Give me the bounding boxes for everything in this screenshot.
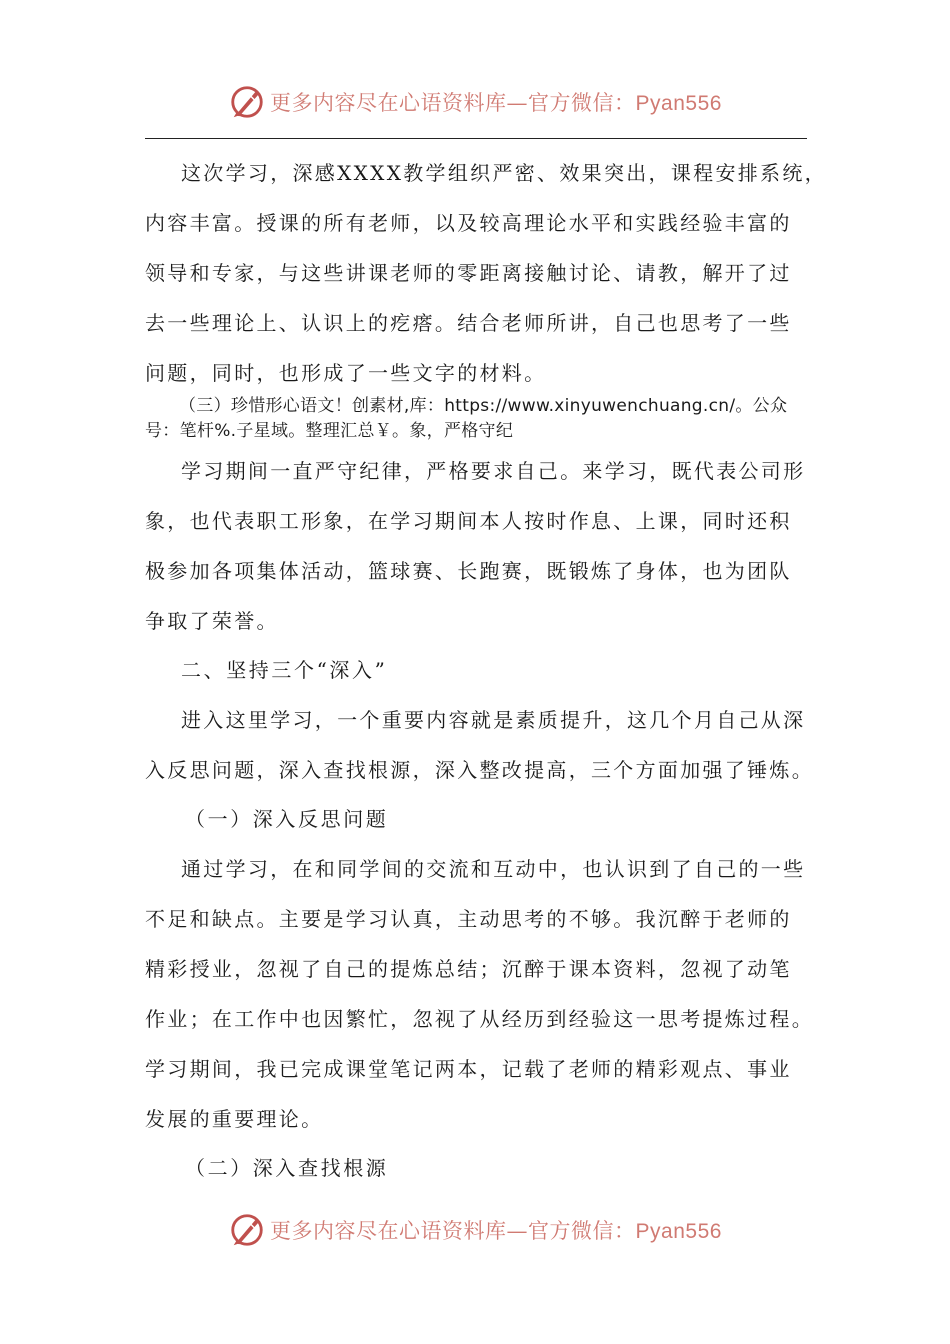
text-line: 发展的重要理论。: [145, 1107, 324, 1131]
header-divider: [145, 138, 807, 139]
banner-text: 更多内容尽在心语资料库—官方微信：: [270, 1219, 636, 1243]
text-line: 学习期间一直严守纪律，严格要求自己。来学习，既代表公司形: [181, 459, 806, 483]
footer-banner: [0, 1208, 950, 1252]
text-line: 作业；在工作中也因繁忙，忽视了从经历到经验这一思考提炼过程。: [145, 1007, 814, 1031]
text-line: 精彩授业，忽视了自己的提炼总结；沉醉于课本资料，忽视了动笔: [145, 957, 792, 981]
text-line: 学习期间，我已完成课堂笔记两本，记载了老师的精彩观点、事业: [145, 1057, 792, 1081]
subheading-reflect: [145, 794, 810, 844]
banner-wechat-id: Pyan556: [635, 92, 722, 115]
section-heading-three-deep: [145, 645, 810, 695]
text-line: 去一些理论上、认识上的疙瘩。结合老师所讲，自己也思考了一些: [145, 311, 792, 335]
paragraph-reflection: [145, 844, 814, 1144]
text-line: 这次学习，深感XXXX教学组织严密、效果突出，课程安排系统，: [181, 161, 827, 185]
paragraph-discipline: [145, 446, 810, 646]
text-line: （三）珍惜形心语文！创素材,库：https://www.xinyuwenchuang.cn/。公众: [179, 396, 788, 416]
text-line: 领导和专家，与这些讲课老师的零距离接触讨论、请教，解开了过: [145, 261, 792, 285]
banner-text: 更多内容尽在心语资料库—官方微信：: [270, 91, 636, 115]
text-line: 不足和缺点。主要是学习认真，主动思考的不够。我沉醉于老师的: [145, 907, 792, 931]
paragraph-quality-improvement: [145, 695, 814, 795]
text-line: 通过学习，在和同学间的交流和互动中，也认识到了自己的一些: [181, 857, 806, 881]
text-line: 争取了荣誉。: [145, 609, 279, 633]
text-line: 入反思问题，深入查找根源，深入整改提高，三个方面加强了锤炼。: [145, 758, 814, 782]
banner-wechat-id: Pyan556: [635, 1220, 722, 1243]
paragraph-study-summary: [145, 148, 827, 398]
text-line: 极参加各项集体活动，篮球赛、长跑赛，既锻炼了身体，也为团队: [145, 559, 792, 583]
heading-text: 二、坚持三个“深入”: [181, 658, 388, 682]
subheading-find-roots: [145, 1143, 810, 1193]
text-line: 问题，同时，也形成了一些文字的材料。: [145, 361, 547, 385]
text-line: 进入这里学习，一个重要内容就是素质提升，这几个月自己从深: [181, 708, 806, 732]
heading-text: （一）深入反思问题: [185, 807, 389, 831]
text-line: 象，也代表职工形象，在学习期间本人按时作息、上课，同时还积: [145, 509, 792, 533]
text-line: 号：笔杆%.子星域。整理汇总￥。象，严格守纪: [145, 421, 514, 441]
header-banner: [0, 80, 950, 124]
paragraph-discipline-heading: [145, 394, 810, 444]
heading-text: （二）深入查找根源: [185, 1156, 389, 1180]
quill-logo-icon: [228, 1211, 266, 1249]
text-line: 内容丰富。授课的所有老师，以及较高理论水平和实践经验丰富的: [145, 211, 792, 235]
quill-logo-icon: [228, 83, 266, 121]
